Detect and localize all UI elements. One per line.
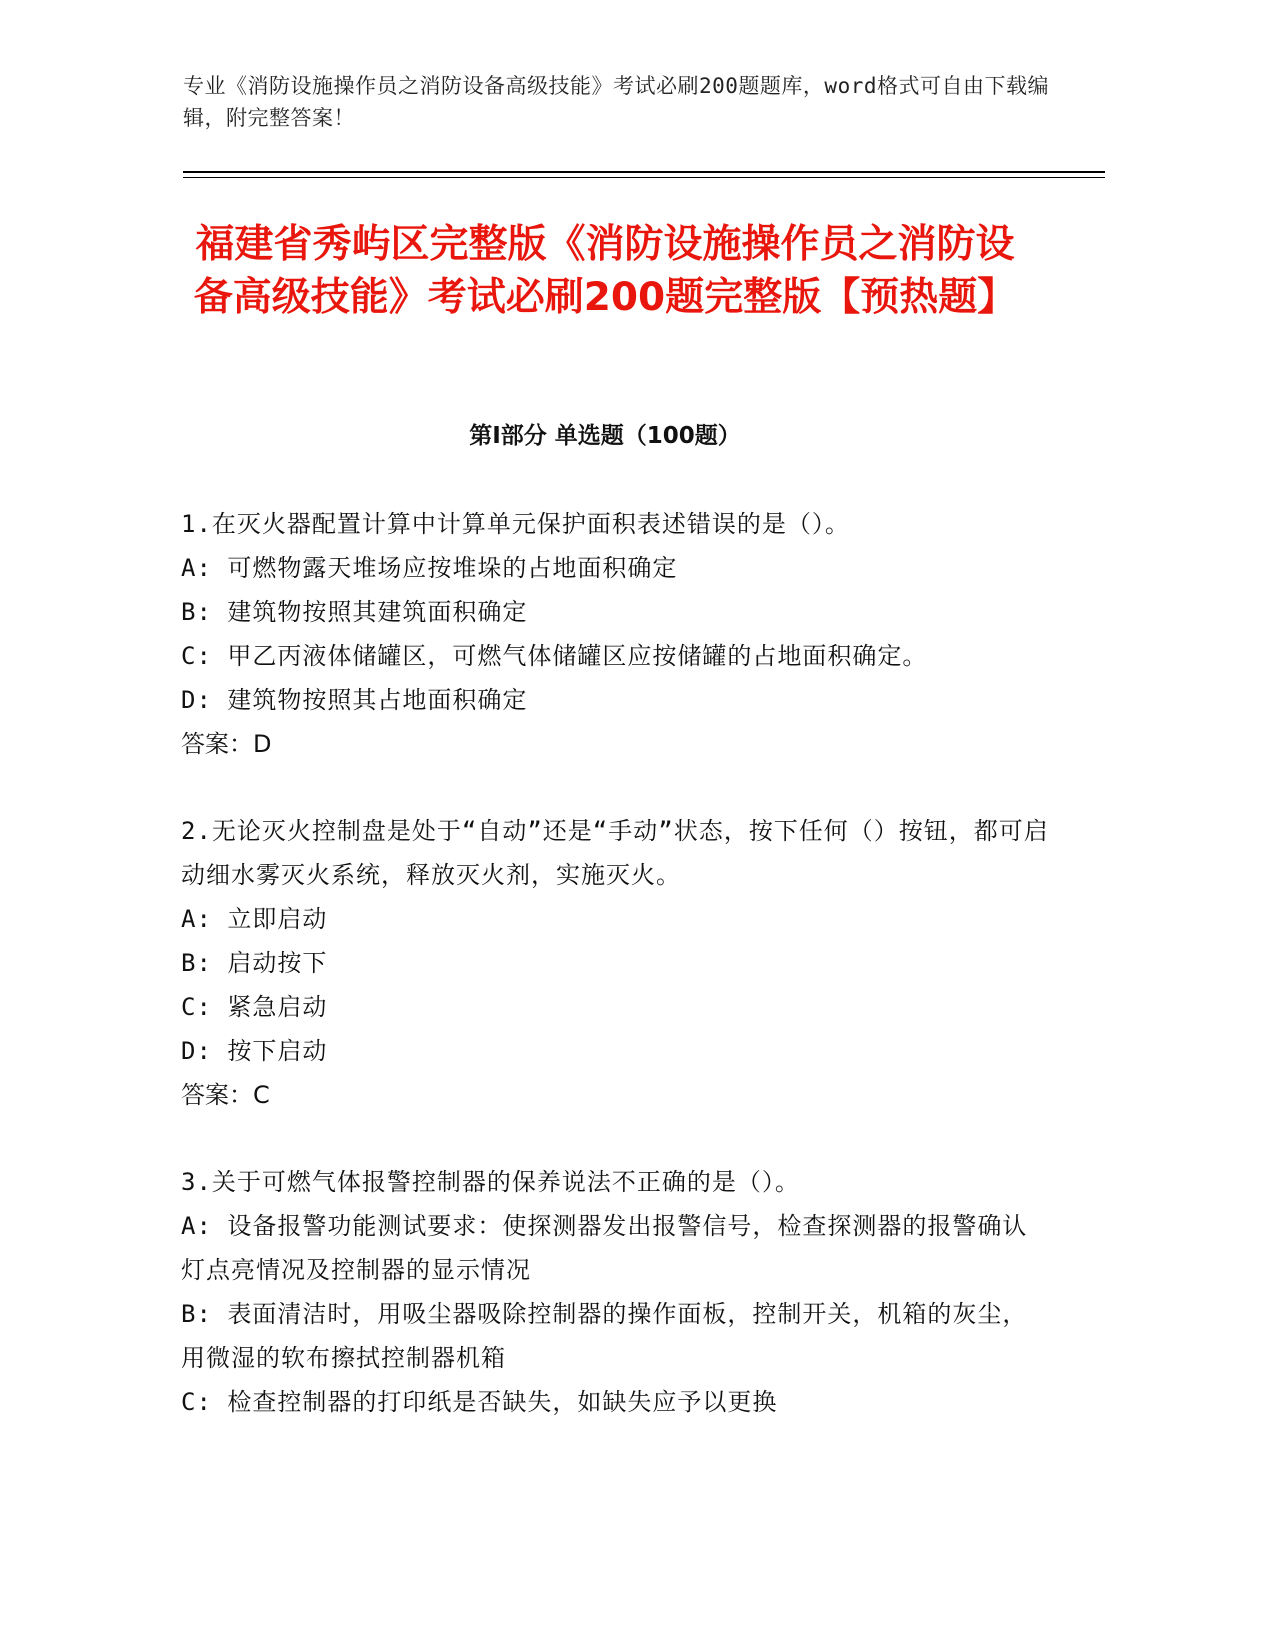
option-b: B: 启动按下 <box>181 949 328 977</box>
question-list <box>181 502 1051 1467</box>
answer: 答案：C <box>181 1081 270 1109</box>
section-title: 第I部分 单选题（100题） <box>469 423 741 449</box>
option-c: C: 紧急启动 <box>181 993 328 1021</box>
header-divider-thin <box>183 177 1105 178</box>
question-2 <box>181 809 1051 1117</box>
option-a: A: 可燃物露天堆场应按堆垛的占地面积确定 <box>181 554 678 582</box>
question-3 <box>181 1160 1051 1424</box>
option-c: C: 检查控制器的打印纸是否缺失，如缺失应予以更换 <box>181 1388 778 1416</box>
option-d: D: 按下启动 <box>181 1037 328 1065</box>
option-c: C: 甲乙丙液体储罐区，可燃气体储罐区应按储罐的占地面积确定。 <box>181 642 928 670</box>
header-note: 专业《消防设施操作员之消防设备高级技能》考试必刷200题题库，word格式可自由下载编辑，附完整答案！ <box>183 74 1049 130</box>
option-a: A: 设备报警功能测试要求：使探测器发出报警信号，检查探测器的报警确认灯点亮情况及控制器的显示情况 <box>181 1212 1028 1284</box>
option-b: B: 表面清洁时，用吸尘器吸除控制器的操作面板，控制开关，机箱的灰尘，用微湿的软布擦拭控制器机箱 <box>181 1300 1028 1372</box>
question-stem: 3.关于可燃气体报警控制器的保养说法不正确的是（）。 <box>181 1168 800 1196</box>
document-title: 福建省秀屿区完整版《消防设施操作员之消防设备高级技能》考试必刷200题完整版【预热题】 <box>193 222 1017 320</box>
question-1 <box>181 502 1051 766</box>
option-b: B: 建筑物按照其建筑面积确定 <box>181 598 528 626</box>
option-a: A: 立即启动 <box>181 905 328 933</box>
answer: 答案：D <box>181 730 272 758</box>
question-stem: 1.在灭火器配置计算中计算单元保护面积表述错误的是（）。 <box>181 510 850 538</box>
option-d: D: 建筑物按照其占地面积确定 <box>181 686 528 714</box>
question-stem: 2.无论灭火控制盘是处于“自动”还是“手动”状态，按下任何（）按钮，都可启动细水雾灭火系统，释放灭火剂，实施灭火。 <box>181 817 1049 889</box>
header-divider-thick <box>183 171 1105 173</box>
